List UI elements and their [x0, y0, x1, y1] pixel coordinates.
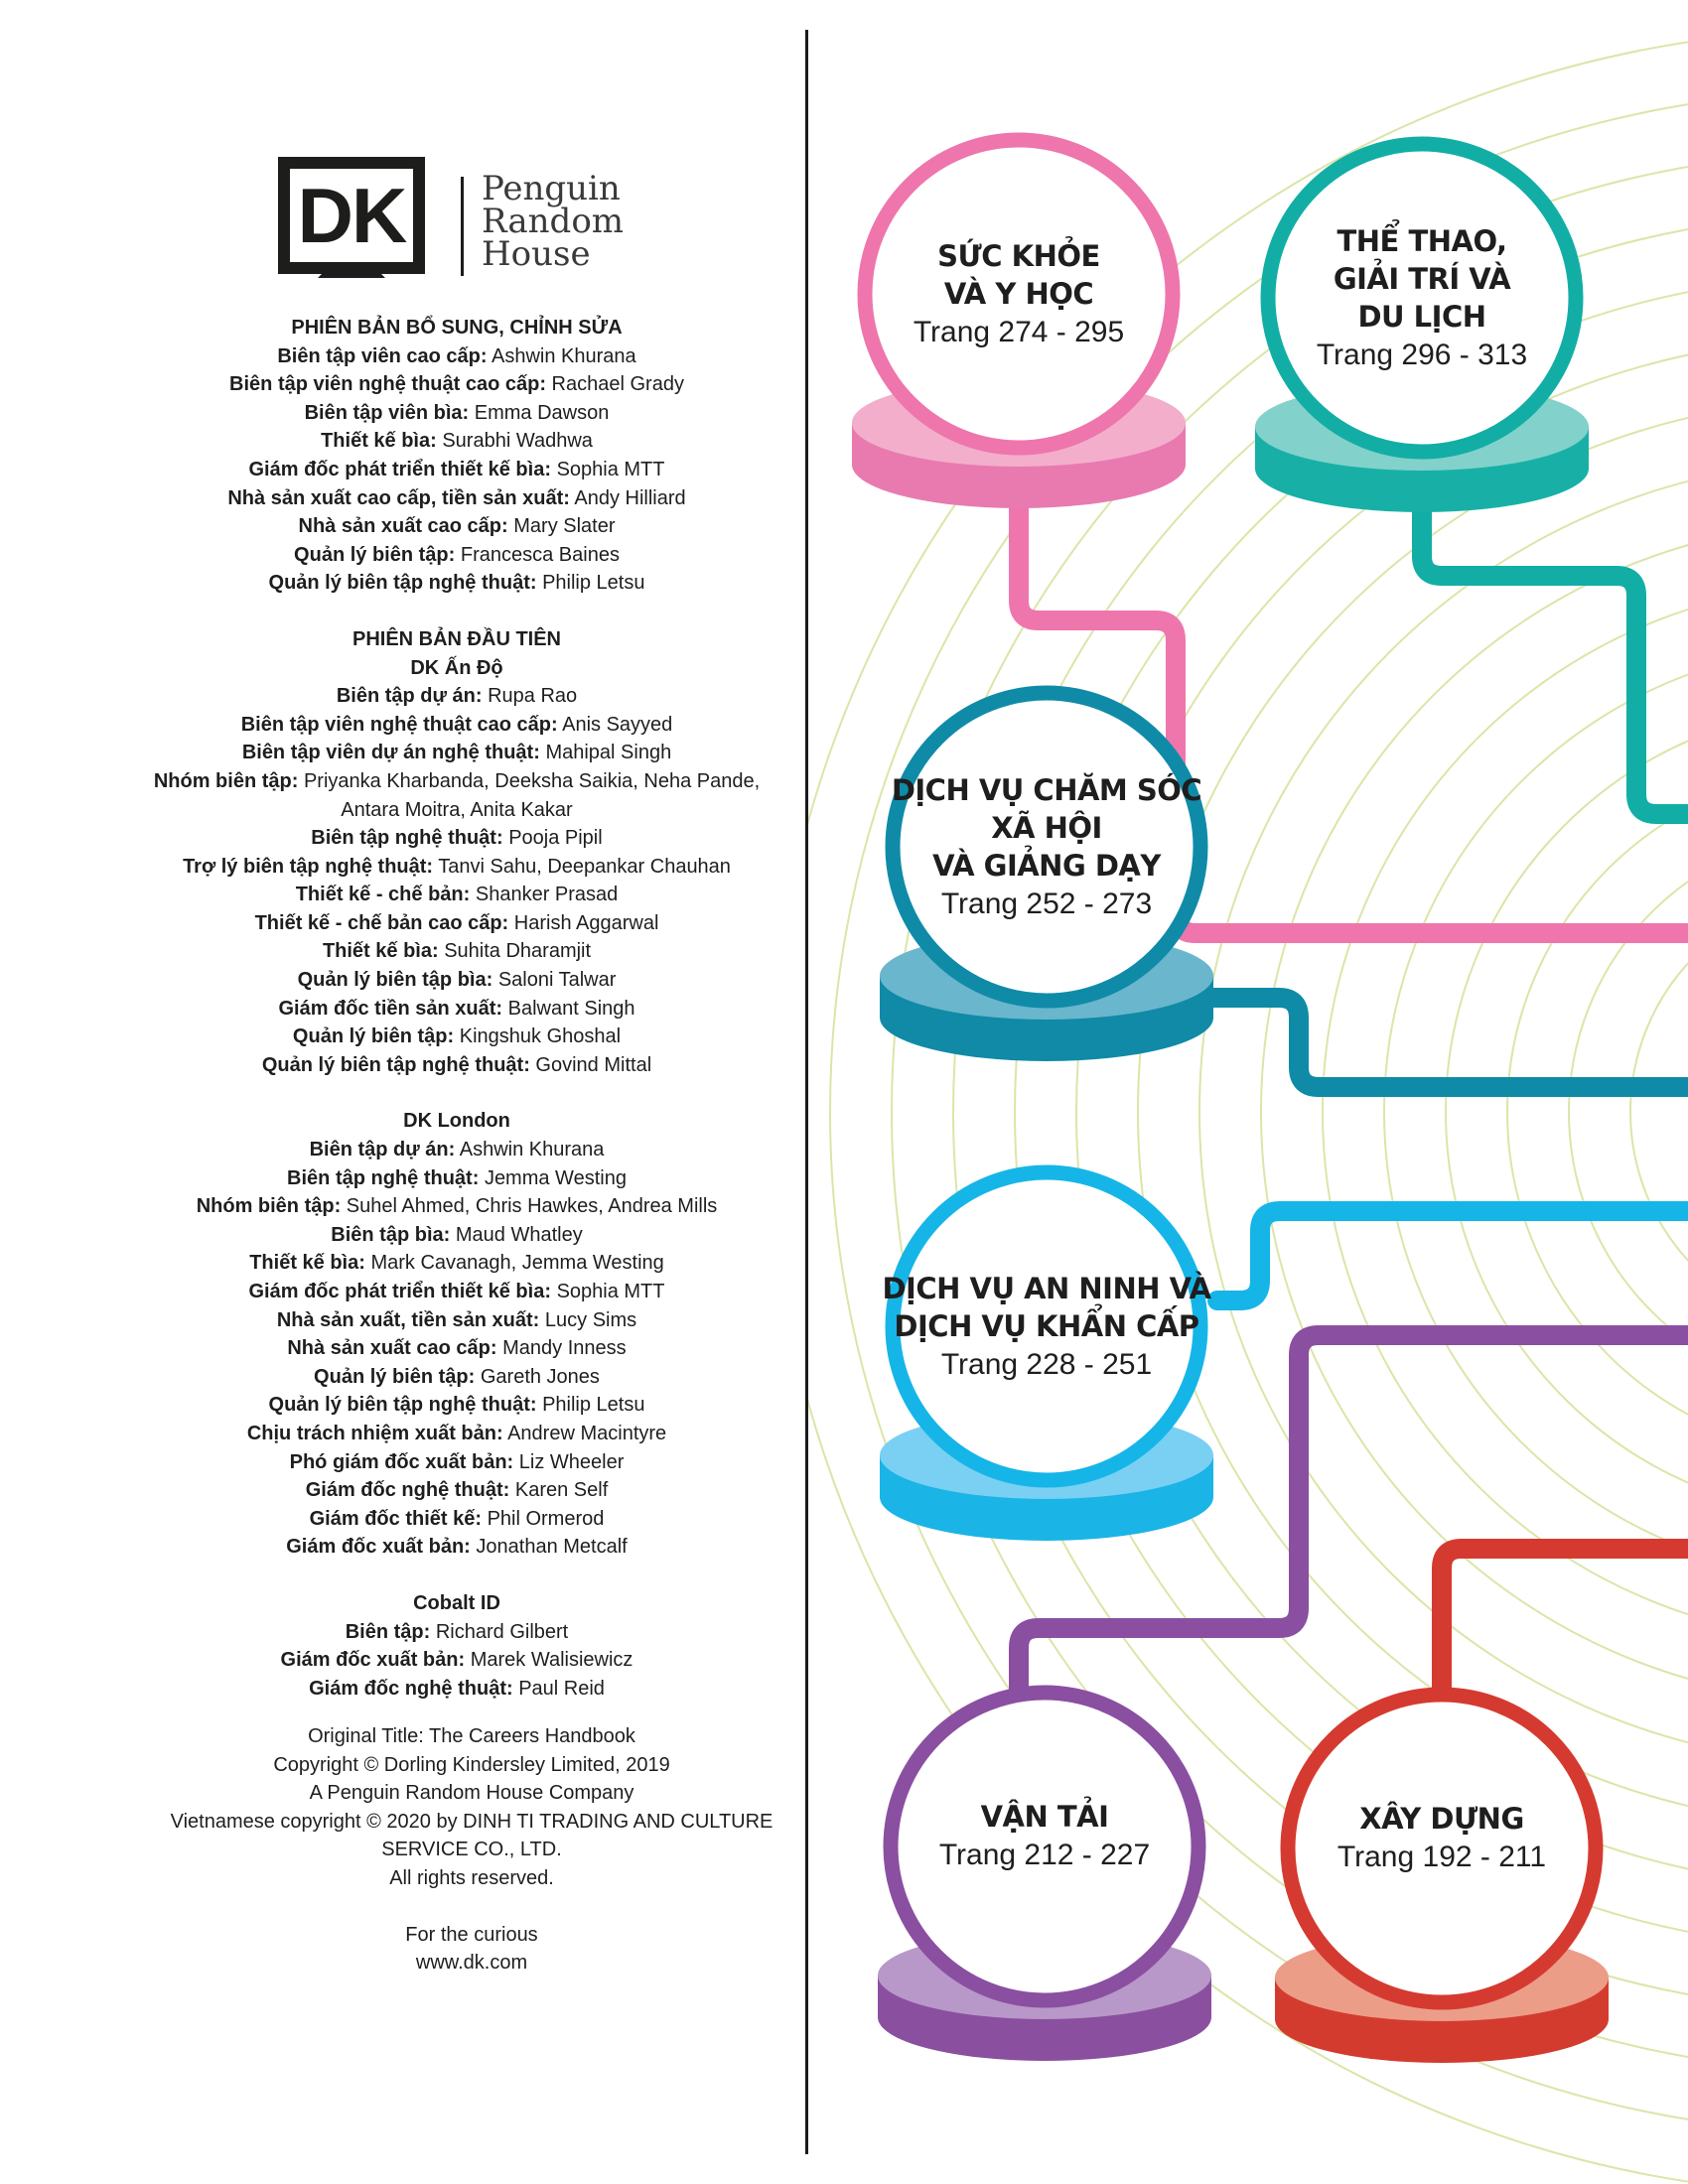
credit-role: Giám đốc phát triển thiết kế bìa: [248, 1281, 551, 1302]
category-title: THỂ THAO, [1336, 224, 1507, 258]
category-title: DỊCH VỤ AN NINH VÀ [882, 1272, 1211, 1305]
credit-name: Maud Whatley [455, 1223, 583, 1246]
website-link[interactable]: www.dk.com [415, 1952, 528, 1975]
section-heading: PHIÊN BẢN ĐẦU TIÊN [352, 627, 561, 650]
category-title: XÃ HỘI [991, 811, 1102, 845]
credit-name: Paul Reid [518, 1677, 605, 1700]
credit-role: Quản lý biên tập: [292, 1025, 455, 1048]
category-circle [1268, 144, 1576, 452]
credit-name: Suhita Dharamjit [444, 940, 592, 963]
credit-name: Ashwin Khurana [491, 344, 636, 367]
background-arc [1446, 707, 1688, 1517]
credit-role: Chịu trách nhiệm xuất bản: [246, 1422, 503, 1444]
category-title: DỊCH VỤ CHĂM SÓC [891, 773, 1202, 807]
category-title: DU LỊCH [1357, 300, 1486, 334]
credit-role: Biên tập viên bìa: [304, 401, 470, 424]
background-arc [1015, 276, 1688, 1948]
credit-row [129, 1391, 784, 1420]
background-arc [1138, 399, 1688, 1825]
credit-name: Sophia MTT [556, 1281, 665, 1302]
credit-role: Biên tập dự án: [336, 685, 483, 708]
credit-row [129, 1476, 784, 1505]
credit-row [129, 853, 784, 882]
credit-role: Nhà sản xuất cao cấp: [298, 515, 508, 538]
credit-name: Jonathan Metcalf [476, 1536, 628, 1559]
category-title: XÂY DỰNG [1359, 1802, 1524, 1836]
credit-name: Anis Sayyed [562, 713, 673, 736]
credit-role: Giám đốc thiết kế: [309, 1507, 482, 1530]
credit-role: Biên tập bìa: [331, 1223, 451, 1246]
credit-row [129, 739, 784, 767]
category-node-construction[interactable] [1275, 1695, 1609, 2063]
credit-role: Biên tập: [345, 1620, 431, 1643]
credit-name: Mary Slater [513, 515, 616, 538]
credit-name: Ashwin Khurana [459, 1139, 605, 1161]
credit-name: Liz Wheeler [518, 1450, 625, 1473]
credit-role: Biên tập viên dự án nghệ thuật: [241, 742, 540, 764]
credit-name: Mahipal Singh [545, 742, 672, 764]
logo-separator [461, 177, 464, 276]
credit-row [129, 966, 784, 995]
credit-name: Mandy Inness [502, 1337, 627, 1360]
credits-list [129, 314, 784, 1703]
credit-row [129, 541, 784, 570]
credit-role: Giám đốc nghệ thuật: [305, 1479, 510, 1502]
credit-name: Kingshuk Ghoshal [459, 1025, 622, 1048]
credit-role: Giám đốc phát triển thiết kế bìa: [248, 458, 551, 480]
credit-row [129, 456, 784, 484]
credit-role: Nhà sản xuất, tiền sản xuất: [276, 1308, 540, 1331]
credit-row [129, 1136, 784, 1164]
credit-role: Giám đốc tiền sản xuất: [278, 997, 503, 1020]
credit-role: Quản lý biên tập: [314, 1365, 476, 1388]
credit-role: Thiết kế bìa: [321, 430, 437, 453]
category-pages: Trang 192 - 211 [1336, 1841, 1547, 1873]
prh-line: Random [482, 202, 625, 241]
credit-row [129, 1618, 784, 1647]
credit-name: Francesca Baines [460, 543, 620, 566]
credit-name: Suhel Ahmed, Chris Hawkes, Andrea Mills [346, 1195, 718, 1218]
credit-row [129, 1448, 784, 1477]
footer-line: Vietnamese copyright © 2020 by DINH TI TRADING AND CULTURE SERVICE CO., LTD. [170, 1810, 774, 1861]
credit-role: Thiết kế - chế bản cao cấp: [254, 911, 509, 934]
tagline: For the curious [405, 1923, 538, 1946]
credit-row [129, 1306, 784, 1335]
credit-row [129, 512, 784, 541]
credits-column [0, 0, 806, 2184]
credit-name: Pooja Pipil [508, 827, 603, 850]
credit-row [129, 937, 784, 966]
credit-name: Richard Gilbert [435, 1620, 569, 1643]
footer-line: All rights reserved. [389, 1866, 554, 1889]
credit-role: Quản lý biên tập: [294, 543, 456, 566]
credit-role: Giám đốc xuất bản: [286, 1536, 471, 1559]
section-subheading: DK Ấn Độ [410, 656, 503, 679]
credit-name: Gareth Jones [480, 1365, 600, 1388]
category-nodes [852, 140, 1609, 2063]
credit-row [129, 1023, 784, 1051]
credit-role: Nhà sản xuất cao cấp: [287, 1337, 497, 1360]
credit-name: Andrew Macintyre [507, 1422, 667, 1444]
credit-name: Emma Dawson [474, 401, 610, 424]
credit-name: Rupa Rao [488, 685, 578, 708]
credit-role: Biên tập nghệ thuật: [311, 827, 503, 850]
section-heading: PHIÊN BẢN BỔ SUNG, CHỈNH SỬA [291, 317, 623, 339]
copyright-footer [129, 1722, 814, 1978]
route-lines [1019, 467, 1688, 1737]
credit-row [129, 1646, 784, 1675]
credit-role: Quản lý biên tập nghệ thuật: [268, 1394, 537, 1417]
dk-logo-text: DK [297, 172, 406, 259]
credit-role: Giám đốc nghệ thuật: [309, 1677, 513, 1700]
credit-role: Biên tập dự án: [309, 1139, 456, 1161]
credit-role: Nhóm biên tập: [196, 1195, 342, 1218]
credit-role: Biên tập viên nghệ thuật cao cấp: [229, 373, 546, 396]
section-heading: DK London [403, 1110, 510, 1133]
credit-name: Surabhi Wadhwa [442, 430, 593, 453]
career-map [808, 0, 1688, 2184]
category-title: VÀ GIẢNG DẠY [932, 849, 1161, 883]
credit-role: Giám đốc xuất bản: [280, 1649, 466, 1672]
credit-row [129, 767, 784, 824]
footer-line: Copyright © Dorling Kindersley Limited, 2019 [273, 1753, 670, 1776]
category-title: VẬN TẢI [980, 1800, 1109, 1834]
background-arc [1261, 522, 1688, 1702]
credit-name: Mark Cavanagh, Jemma Westing [370, 1252, 664, 1275]
category-node-social[interactable] [880, 693, 1213, 1061]
credit-row [129, 1420, 784, 1448]
credit-name: Harish Aggarwal [513, 911, 659, 934]
credit-row [129, 370, 784, 399]
credit-row [129, 427, 784, 456]
credit-row [129, 1363, 784, 1392]
credit-row [129, 399, 784, 428]
credit-role: Thiết kế - chế bản: [295, 884, 471, 906]
credit-role: Biên tập viên nghệ thuật cao cấp: [240, 713, 558, 736]
credit-row [129, 711, 784, 740]
footer-line: Original Title: The Careers Handbook [308, 1725, 635, 1747]
credit-name: Philip Letsu [542, 1394, 645, 1417]
credit-name: Govind Mittal [535, 1053, 652, 1076]
prh-line: House [482, 234, 591, 274]
category-node-transport[interactable] [878, 1693, 1211, 2061]
prh-line: Penguin [482, 169, 621, 208]
credit-row [129, 1278, 784, 1306]
category-circle [893, 693, 1200, 1001]
credit-row [129, 342, 784, 371]
credit-role: Nhóm biên tập: [153, 769, 299, 792]
category-title: GIẢI TRÍ VÀ [1333, 262, 1511, 296]
background-arc [1507, 768, 1688, 1455]
category-pages: Trang 274 - 295 [913, 316, 1125, 348]
category-pages: Trang 296 - 313 [1316, 339, 1528, 371]
credit-row [129, 1192, 784, 1221]
credit-name: Saloni Talwar [497, 969, 617, 992]
credit-name: Andy Hilliard [574, 486, 686, 509]
credit-row [129, 881, 784, 909]
credit-row [129, 1533, 784, 1562]
category-title: VÀ Y HỌC [943, 277, 1094, 311]
credit-row [129, 995, 784, 1024]
credit-row [129, 1675, 784, 1704]
credit-row [129, 909, 784, 938]
credit-name: Philip Letsu [542, 572, 645, 595]
credit-role: Biên tập nghệ thuật: [287, 1166, 480, 1189]
credit-role: Quản lý biên tập bìa: [297, 969, 493, 992]
credit-role: Thiết kế bìa: [322, 940, 439, 963]
credit-row [129, 824, 784, 853]
credit-name: Tanvi Sahu, Deepankar Chauhan [438, 855, 731, 878]
credit-row [129, 1164, 784, 1193]
credit-name: Rachael Grady [551, 373, 684, 396]
credit-role: Biên tập viên cao cấp: [277, 344, 488, 367]
category-pages: Trang 228 - 251 [940, 1348, 1153, 1381]
credit-role: Trợ lý biên tập nghệ thuật: [183, 855, 434, 878]
category-node-sports[interactable] [1255, 144, 1589, 512]
category-node-health[interactable] [852, 140, 1186, 508]
background-arc [1630, 891, 1688, 1332]
credit-role: Thiết kế bìa: [249, 1252, 365, 1275]
category-title: SỨC KHỎE [937, 239, 1100, 273]
credit-name: Priyanka Kharbanda, Deeksha Saikia, Neha Pande, Antara Moitra, Anita Kakar [303, 769, 761, 821]
penguin-random-house-logo [482, 169, 625, 274]
publisher-logo [278, 157, 635, 286]
category-title: DỊCH VỤ KHẨN CẤP [894, 1309, 1199, 1343]
category-pages: Trang 252 - 273 [940, 887, 1153, 920]
credit-row [129, 1249, 784, 1278]
credit-name: Phil Ormerod [487, 1507, 605, 1530]
credit-role: Phó giám đốc xuất bản: [289, 1450, 514, 1473]
credit-row [129, 1505, 784, 1534]
section-heading: Cobalt ID [413, 1591, 500, 1614]
credit-name: Marek Walisiewicz [470, 1649, 633, 1672]
credit-row [129, 1334, 784, 1363]
footer-line: A Penguin Random House Company [309, 1782, 634, 1805]
credit-name: Karen Self [514, 1479, 609, 1502]
credit-name: Jemma Westing [484, 1166, 627, 1189]
career-map-graphic [808, 0, 1688, 2184]
credit-role: Quản lý biên tập nghệ thuật: [268, 572, 537, 595]
credit-name: Shanker Prasad [475, 884, 619, 906]
credit-name: Lucy Sims [544, 1308, 637, 1331]
credit-name: Balwant Singh [507, 997, 635, 1020]
background-arc [1569, 830, 1688, 1394]
credit-name: Sophia MTT [556, 458, 665, 480]
credit-role: Nhà sản xuất cao cấp, tiền sản xuất: [227, 486, 570, 509]
credit-role: Quản lý biên tập nghệ thuật: [261, 1053, 530, 1076]
category-node-security[interactable] [880, 1172, 1213, 1541]
category-pages: Trang 212 - 227 [938, 1839, 1151, 1871]
credit-row [129, 1221, 784, 1250]
credit-row [129, 682, 784, 711]
credit-row [129, 569, 784, 598]
credit-row [129, 1051, 784, 1080]
dk-logo-book-icon [318, 268, 385, 278]
credit-row [129, 484, 784, 513]
